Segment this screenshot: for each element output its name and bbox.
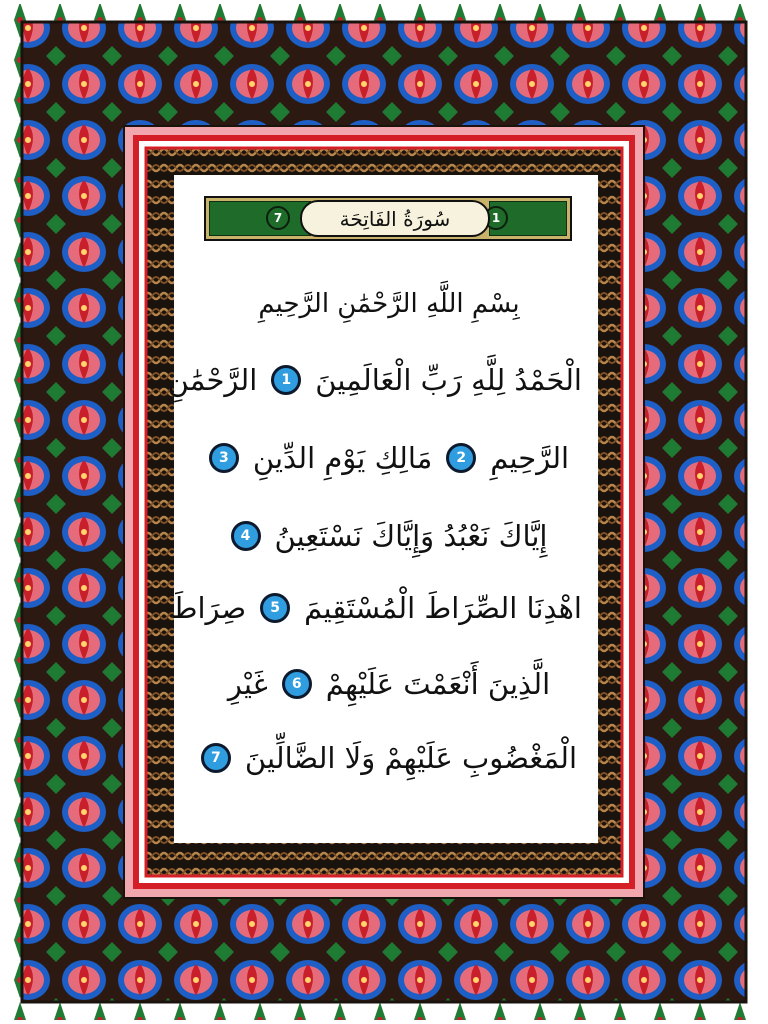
verse-line bbox=[170, 580, 582, 636]
ayah-number-marker: 7 bbox=[201, 743, 231, 773]
verse-text: الَّذِينَ أَنْعَمْتَ عَلَيْهِمْ bbox=[325, 667, 551, 701]
surah-title: سُورَةُ الفَاتِحَة bbox=[339, 206, 451, 231]
verse-text: غَيْرِ bbox=[227, 667, 268, 701]
verse-text: صِرَاطَ bbox=[170, 591, 247, 625]
verse-text: مَالِكِ يَوْمِ الدِّينِ bbox=[252, 441, 433, 475]
ayah-number-marker: 1 bbox=[271, 365, 301, 395]
ayah-number-marker: 3 bbox=[209, 443, 239, 473]
line-content bbox=[171, 580, 582, 636]
verse-line bbox=[196, 656, 582, 712]
verse-line bbox=[196, 508, 582, 564]
ayah-number-marker: 5 bbox=[260, 593, 290, 623]
line-content bbox=[258, 276, 519, 332]
verse-text: الرَّحْمَٰنِ bbox=[167, 363, 258, 397]
ayah-number-marker: 4 bbox=[231, 521, 261, 551]
header-ornament-left bbox=[209, 201, 311, 236]
surah-title-cartouche bbox=[300, 200, 490, 237]
verse-line bbox=[167, 352, 582, 408]
line-content bbox=[168, 352, 582, 408]
line-content bbox=[209, 430, 569, 486]
surah-header bbox=[204, 196, 572, 241]
verse-text: الْمَغْضُوبِ عَلَيْهِمْ وَلَا الضَّالِّينَ bbox=[244, 741, 578, 775]
verse-text: الرَّحِيمِ bbox=[490, 441, 570, 475]
verse-text: الْحَمْدُ لِلَّهِ رَبِّ الْعَالَمِينَ bbox=[315, 363, 582, 397]
verse-line bbox=[196, 730, 582, 786]
verse-text: بِسْمِ اللَّهِ الرَّحْمَٰنِ الرَّحِيمِ bbox=[258, 289, 520, 319]
line-content bbox=[228, 656, 550, 712]
verse-line bbox=[196, 430, 582, 486]
line-content bbox=[201, 730, 577, 786]
verse-text: إِيَّاكَ نَعْبُدُ وَإِيَّاكَ نَسْتَعِينُ bbox=[274, 519, 548, 553]
verse-count-badge: 7 bbox=[266, 206, 290, 230]
surah-number-badge: 1 bbox=[484, 206, 508, 230]
line-content bbox=[231, 508, 548, 564]
ayah-number-marker: 6 bbox=[282, 669, 312, 699]
verse-text: اهْدِنَا الصِّرَاطَ الْمُسْتَقِيمَ bbox=[304, 591, 582, 625]
ayah-number-marker: 2 bbox=[446, 443, 476, 473]
basmala-line bbox=[196, 276, 582, 332]
